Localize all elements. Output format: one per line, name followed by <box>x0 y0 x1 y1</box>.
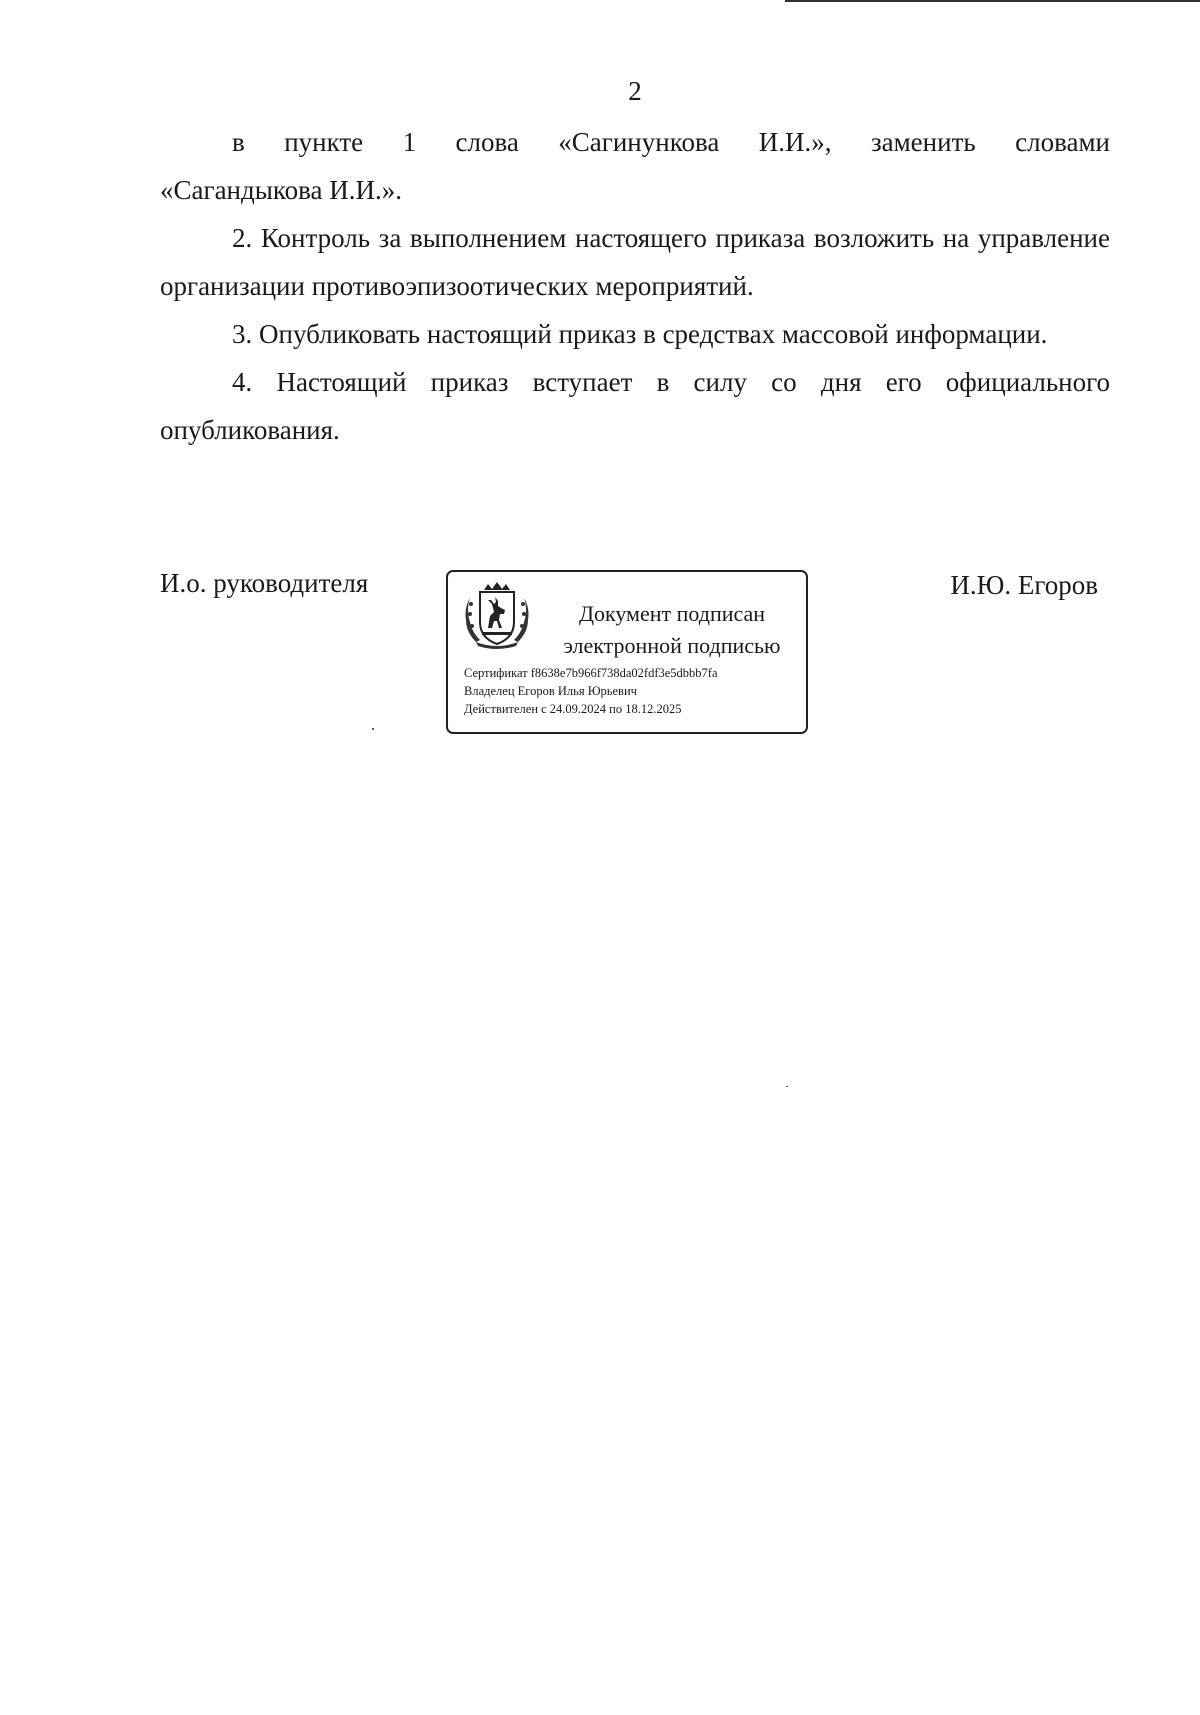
paragraph-2: 2. Контроль за выполнением настоящего приказа возложить на управление организации противоэпизоотических мероприятий. <box>160 223 1110 301</box>
stamp-validity: Действителен с 24.09.2024 по 18.12.2025 <box>464 702 682 716</box>
coat-of-arms-icon <box>464 580 530 650</box>
stamp-certificate: Сертификат f8638e7b966f738da02fdf3e5dbbb7fa <box>464 666 718 680</box>
signatory-position: И.о. руководителя <box>160 568 369 598</box>
stamp-owner: Владелец Егоров Илья Юрьевич <box>464 684 637 698</box>
top-rule <box>785 0 1200 2</box>
scan-speck <box>372 728 374 730</box>
scan-speck <box>786 1086 788 1087</box>
stamp-details <box>464 664 718 718</box>
document-body <box>160 118 1110 454</box>
signatory-name: И.Ю. Егоров <box>950 570 1098 600</box>
stamp-title-line-2: электронной подписью <box>563 633 781 658</box>
stamp-title-line-1: Документ подписан <box>578 601 766 626</box>
paragraph-1-line-2: «Сагандыкова И.И.». <box>160 175 402 205</box>
stamp-title <box>544 598 800 662</box>
paragraph-1-line-1: в пункте 1 слова «Сагинункова И.И.», заменить словами <box>232 127 1110 157</box>
electronic-signature-stamp <box>446 570 808 734</box>
page-number: 2 <box>628 76 642 106</box>
signature-block <box>160 568 1110 748</box>
paragraph-4: 4. Настоящий приказ вступает в силу со дня его официального опубликования. <box>160 367 1110 445</box>
paragraph-3: 3. Опубликовать настоящий приказ в средствах массовой информации. <box>232 319 1048 349</box>
